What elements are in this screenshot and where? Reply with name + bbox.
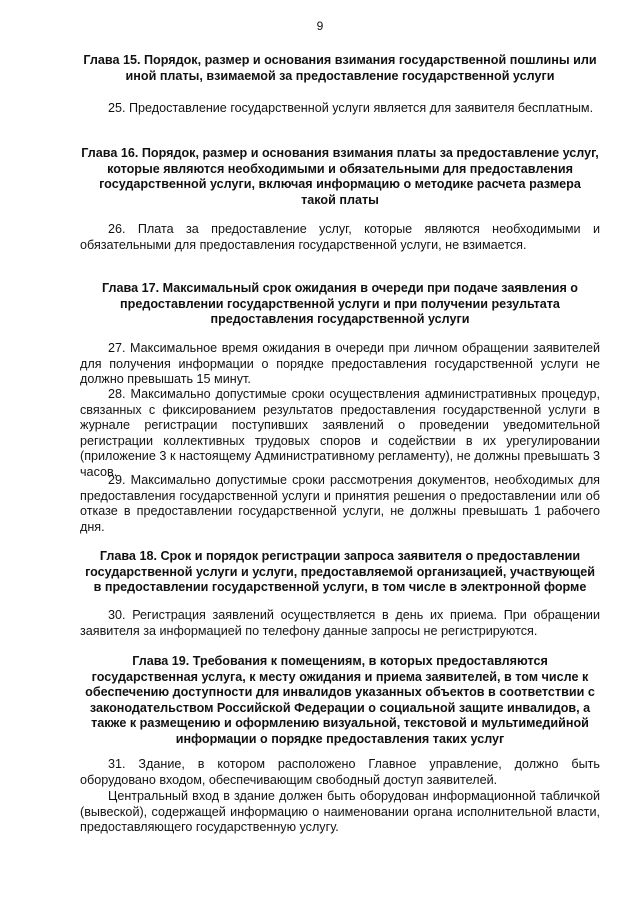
page-number: 9 (316, 19, 324, 33)
chapter-19-heading: Глава 19. Требования к помещениям, в которых предоставляются государственная услуга, к месту ожидания и приема заявителей, в том числе к обеспечению доступности для инвалидов указанных объектов в соответствии с законодательством Российской Федерации о социальной защите инвалидов, а также к размещению и оформлению визуальной, текстовой и мультимедийной информации о порядке предоставления таких услуг (85, 654, 595, 746)
chapter-18-heading: Глава 18. Срок и порядок регистрации запроса заявителя о предоставлении государственной услуги и услуги, предоставляемой организацией, участвующей в предоставлении государственной услуги, в том числе в электронной форме (85, 549, 595, 594)
paragraph-31: 31. Здание, в котором расположено Главное управление, должно быть оборудовано входом, обеспечивающим свободный доступ заявителей. (80, 757, 600, 787)
paragraph-26: 26. Плата за предоставление услуг, которые являются необходимыми и обязательными для предоставления государственной услуги, не взимается. (80, 222, 600, 252)
chapter-15-heading: Глава 15. Порядок, размер и основания взимания государственной пошлины или иной платы, взимаемой за предоставление государственной услуги (83, 53, 597, 83)
paragraph-25: 25. Предоставление государственной услуги является для заявителя бесплатным. (108, 101, 594, 115)
paragraph-28: 28. Максимально допустимые сроки осуществления административных процедур, связанных с фиксированием результатов предоставления государственной услуги в журнале регистрации поступивших заявлений о проведении уведомительной регистрации коллективных трудовых споров и содействии в их урегулировании (приложение 3 к настоящему Административному регламенту), не должны превышать 3 часов. (80, 387, 600, 479)
paragraph-27: 27. Максимальное время ожидания в очереди при личном обращении заявителей для получения информации о порядке предоставления государственной услуги не должно превышать 15 минут. (80, 341, 600, 386)
paragraph-30: 30. Регистрация заявлений осуществляется в день их приема. При обращении заявителя за информацией по телефону данные запросы не регистрируются. (80, 608, 600, 638)
paragraph-central-entrance: Центральный вход в здание должен быть оборудован информационной табличкой (вывеской), содержащей информацию о наименовании органа исполнительной власти, предоставляющего государственную услугу. (80, 789, 600, 834)
paragraph-29: 29. Максимально допустимые сроки рассмотрения документов, необходимых для предоставления государственной услуги и принятия решения о предоставлении или об отказе в предоставлении государственной услуги, не должны превышать 1 рабочего дня. (80, 473, 600, 534)
chapter-16-heading: Глава 16. Порядок, размер и основания взимания платы за предоставление услуг, которые являются необходимыми и обязательными для предоставления государственной услуги, включая информацию о методике расчета размера такой платы (81, 146, 599, 207)
chapter-17-heading: Глава 17. Максимальный срок ожидания в очереди при подаче заявления о предоставлении государственной услуги и при получении результата предоставления государственной услуги (101, 281, 578, 326)
